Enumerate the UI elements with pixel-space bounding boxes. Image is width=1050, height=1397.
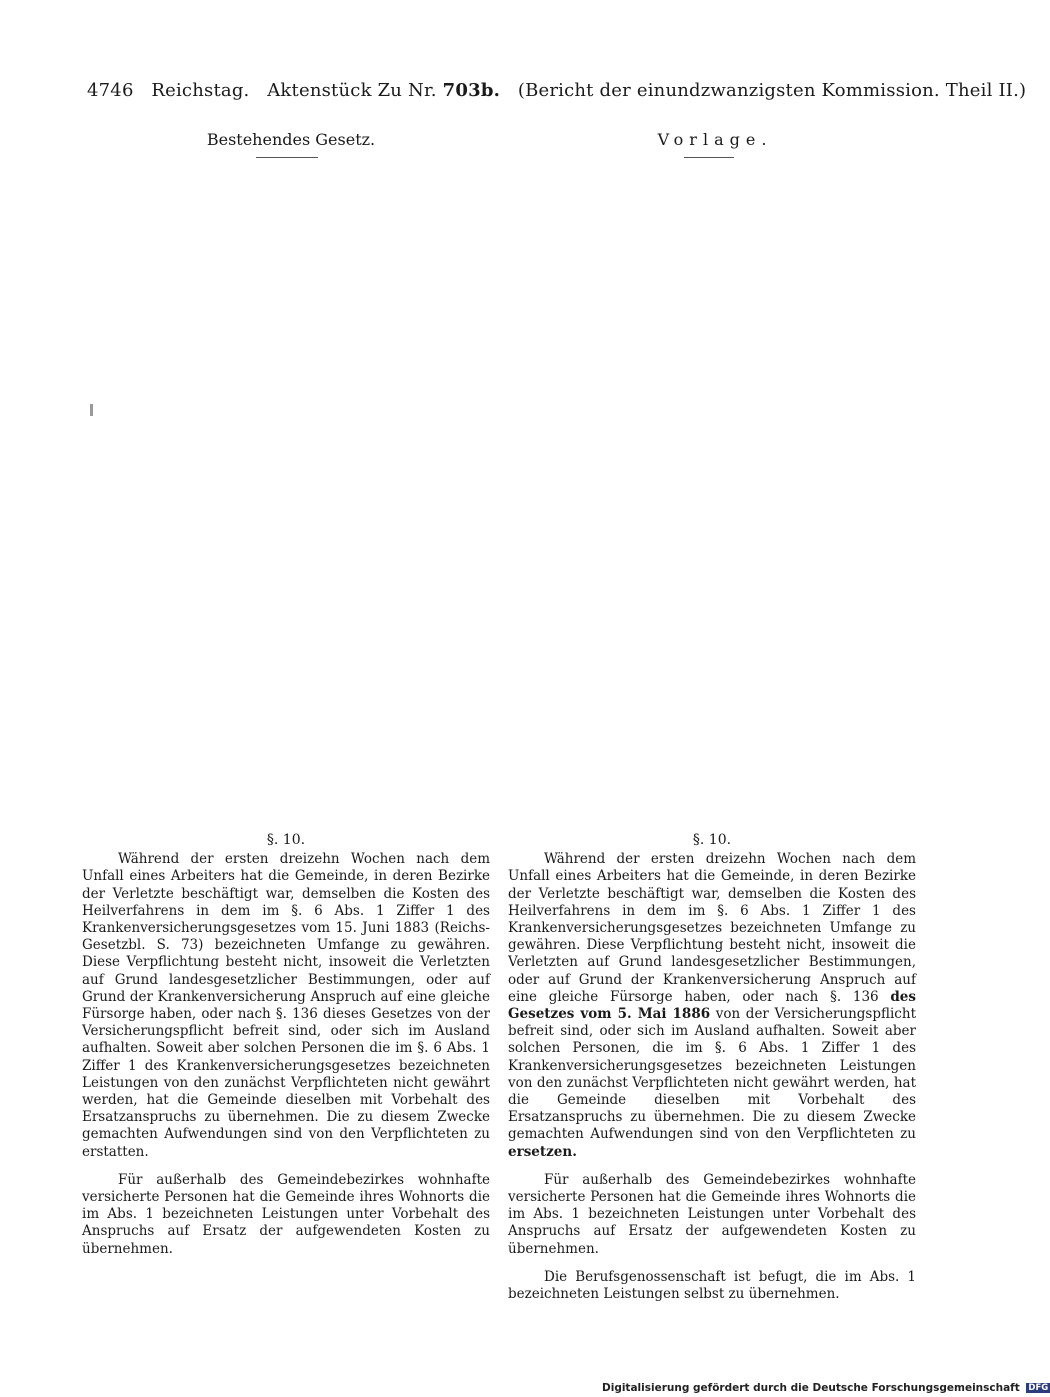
document-number: 703b.	[442, 80, 501, 101]
right-title-divider	[684, 157, 734, 158]
header-subtitle: (Bericht der einundzwanzigsten Kommission. Theil II.)	[517, 80, 1027, 101]
right-paragraph-3: Die Berufsgenossenschaft ist befugt, die im Abs. 1 bezeichneten Leistungen selbst zu übernehmen.	[508, 1268, 916, 1303]
left-title-divider	[256, 157, 318, 158]
right-paragraph-1	[508, 851, 916, 1161]
right-paragraph-1-text-b: von der Versicherungspflicht befreit sind, oder sich im Ausland aufhalten. Soweit aber solchen Personen, die im §. 6 Abs. 1 Ziffer 1 des Krankenversicherungsgesetzes bezeichneten Leistungen von den zunächst Verpflichteten nicht gewährt werden, hat die Gemeinde dieselben mit Vorbehalt des Ersatzanspruchs zu übernehmen. Die zu diesem Zwecke gemachten Aufwendungen sind von den Verpflichteten zu	[508, 1006, 916, 1143]
dfg-logo: DFG	[1028, 1383, 1049, 1393]
scan-mark	[90, 404, 93, 416]
footer-text: Digitalisierung gefördert durch die Deutsche Forschungsgemeinschaft	[602, 1382, 1020, 1394]
journal-name: Reichstag.	[151, 80, 250, 101]
document-prefix: Aktenstück Zu Nr.	[267, 80, 437, 101]
left-column	[82, 832, 490, 1269]
right-paragraph-1-text-a: Während der ersten dreizehn Wochen nach dem Unfall eines Arbeiters hat die Gemeinde, in deren Bezirke der Verletzte beschäftigt war, demselben die Kosten des Heilverfahrens in dem im §. 6 Abs. 1 Ziffer 1 des Krankenversicherungsgesetzes bezeichneten Umfange zu gewähren. Diese Verpflichtung besteht nicht, insoweit die Verletzten auf Grund landesgesetzlicher Bestimmungen, oder auf Grund der Krankenversicherung Anspruch auf eine gleiche Fürsorge haben, oder nach §. 136	[508, 851, 916, 1005]
right-paragraph-1-amendment-2: ersetzen.	[508, 1143, 577, 1160]
left-column-title: Bestehendes Gesetz.	[206, 130, 376, 149]
left-section-heading: §. 10.	[266, 832, 306, 848]
page-header	[87, 80, 1027, 101]
right-paragraph-2: Für außerhalb des Gemeindebezirkes wohnhafte versicherte Personen hat die Gemeinde ihres Wohnorts die im Abs. 1 bezeichneten Leistungen unter Vorbehalt des Anspruchs auf Ersatz der aufgewendeten Kosten zu übernehmen.	[508, 1171, 916, 1257]
page-number: 4746	[87, 80, 134, 101]
left-paragraph-1: Während der ersten dreizehn Wochen nach dem Unfall eines Arbeiters hat die Gemeinde, in deren Bezirke der Verletzte beschäftigt war, demselben die Kosten des Heilverfahrens in dem im §. 6 Abs. 1 Ziffer 1 des Krankenversicherungsgesetzes vom 15. Juni 1883 (Reichs-Gesetzbl. S. 73) bezeichneten Umfange zu gewähren. Diese Verpflichtung besteht nicht, insoweit die Verletzten auf Grund landesgesetzlicher Bestimmungen, oder auf Grund der Krankenversicherung Anspruch auf eine gleiche Fürsorge haben, oder nach §. 136 dieses Gesetzes von der Versicherungspflicht befreit sind, oder sich im Ausland aufhalten. Soweit aber solchen Personen die im §. 6 Abs. 1 Ziffer 1 des Krankenversicherungsgesetzes bezeichneten Leistungen von den zunächst Verpflichteten nicht gewährt werden, hat die Gemeinde dieselben mit Vorbehalt des Ersatzanspruchs zu übernehmen. Die zu diesem Zwecke gemachten Aufwendungen sind von den Verpflichteten zu erstatten.	[82, 851, 490, 1160]
digitization-footer	[602, 1382, 1049, 1394]
right-column-title: Vorlage.	[657, 130, 773, 149]
right-paragraph-1-amendment: des Gesetzes vom 5. Mai 1886	[508, 988, 916, 1023]
right-section-heading: §. 10.	[692, 832, 732, 848]
right-column	[508, 832, 916, 1314]
left-paragraph-2: Für außerhalb des Gemeindebezirkes wohnhafte versicherte Personen hat die Gemeinde ihres Wohnorts die im Abs. 1 bezeichneten Leistungen unter Vorbehalt des Anspruchs auf Ersatz der aufgewendeten Kosten zu übernehmen.	[82, 1171, 490, 1257]
